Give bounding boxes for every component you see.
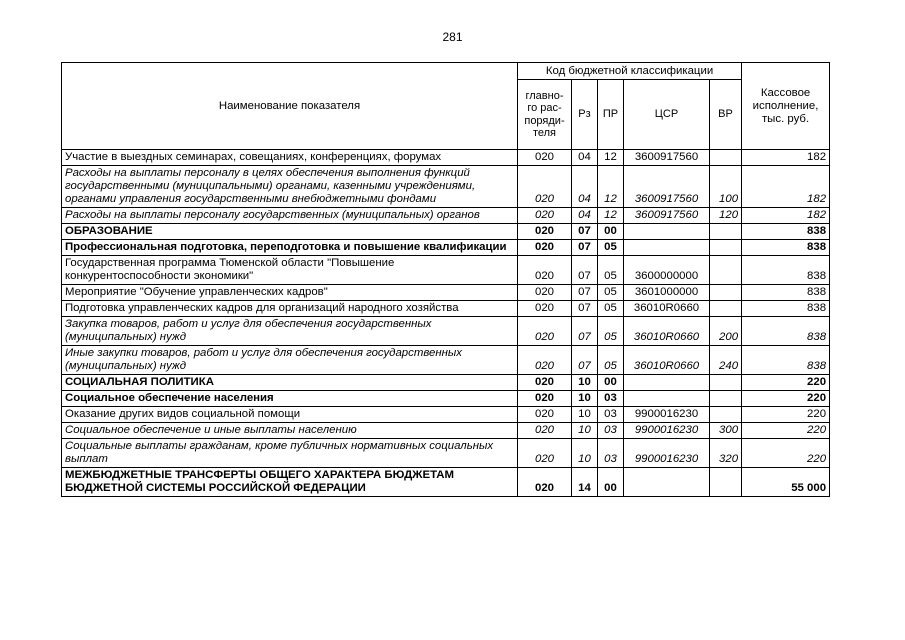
cell-name: Закупка товаров, работ и услуг для обеспечения государственных (муниципальных) нужд [62,317,518,346]
table-row [62,256,830,285]
cell-name: Участие в выездных семинарах, совещаниях, конференциях, форумах [62,150,518,166]
table-row [62,166,830,208]
cell-csr: 3600917560 [624,208,710,224]
header-amount: Кассовое исполнение, тыс. руб. [742,63,830,150]
cell-amount: 220 [742,391,830,407]
cell-amount: 182 [742,166,830,208]
cell-pr: 00 [598,224,624,240]
cell-name: Расходы на выплаты персоналу государственных (муниципальных) органов [62,208,518,224]
cell-csr: 3600917560 [624,150,710,166]
cell-grbs: 020 [518,439,572,468]
header-pr: ПР [598,80,624,150]
cell-grbs: 020 [518,224,572,240]
table-row [62,285,830,301]
cell-csr [624,391,710,407]
cell-name: Расходы на выплаты персоналу в целях обеспечения выполнения функций государственными (муниципальными) органами, казенными учреждениями, органами управления государственными внебюджетными фондами [62,166,518,208]
header-name: Наименование показателя [62,63,518,150]
table-row [62,423,830,439]
cell-pr: 05 [598,346,624,375]
cell-grbs: 020 [518,375,572,391]
cell-pr: 03 [598,423,624,439]
table-row [62,224,830,240]
cell-csr: 36010R0660 [624,317,710,346]
cell-pr: 05 [598,256,624,285]
table-row [62,407,830,423]
cell-grbs: 020 [518,391,572,407]
cell-amount: 838 [742,240,830,256]
cell-rz: 10 [572,407,598,423]
cell-csr: 9900016230 [624,423,710,439]
table-row [62,375,830,391]
cell-rz: 07 [572,317,598,346]
cell-rz: 07 [572,256,598,285]
cell-vr [710,256,742,285]
cell-rz: 04 [572,150,598,166]
cell-amount: 838 [742,346,830,375]
budget-table [61,62,830,497]
cell-pr: 12 [598,208,624,224]
cell-pr: 12 [598,166,624,208]
cell-amount: 55 000 [742,468,830,497]
page-number: 281 [442,30,463,44]
cell-rz: 07 [572,240,598,256]
cell-pr: 00 [598,375,624,391]
header-rz: Рз [572,80,598,150]
cell-vr [710,224,742,240]
cell-grbs: 020 [518,407,572,423]
cell-csr [624,224,710,240]
table-row [62,439,830,468]
cell-pr: 00 [598,468,624,497]
cell-amount: 838 [742,285,830,301]
cell-rz: 07 [572,224,598,240]
cell-name: Социальные выплаты гражданам, кроме публичных нормативных социальных выплат [62,439,518,468]
cell-vr: 320 [710,439,742,468]
cell-vr: 100 [710,166,742,208]
cell-rz: 10 [572,439,598,468]
cell-pr: 05 [598,317,624,346]
cell-vr: 240 [710,346,742,375]
table-row [62,317,830,346]
cell-csr: 9900016230 [624,407,710,423]
cell-grbs: 020 [518,317,572,346]
cell-vr [710,468,742,497]
cell-pr: 03 [598,439,624,468]
table-row [62,240,830,256]
cell-amount: 220 [742,407,830,423]
cell-name: Оказание других видов социальной помощи [62,407,518,423]
table-row [62,301,830,317]
cell-vr: 120 [710,208,742,224]
cell-vr [710,301,742,317]
cell-rz: 07 [572,301,598,317]
cell-vr [710,150,742,166]
cell-grbs: 020 [518,150,572,166]
cell-grbs: 020 [518,346,572,375]
cell-vr [710,375,742,391]
header-csr: ЦСР [624,80,710,150]
cell-grbs: 020 [518,423,572,439]
cell-amount: 220 [742,375,830,391]
cell-amount: 220 [742,423,830,439]
cell-rz: 10 [572,375,598,391]
cell-pr: 05 [598,240,624,256]
table-body [62,150,830,497]
cell-vr: 300 [710,423,742,439]
cell-rz: 10 [572,423,598,439]
cell-grbs: 020 [518,166,572,208]
cell-amount: 838 [742,224,830,240]
cell-pr: 03 [598,391,624,407]
cell-vr [710,407,742,423]
table-row [62,346,830,375]
cell-amount: 220 [742,439,830,468]
cell-pr: 05 [598,285,624,301]
cell-rz: 07 [572,346,598,375]
cell-name: Социальное обеспечение населения [62,391,518,407]
cell-csr: 3600917560 [624,166,710,208]
cell-pr: 05 [598,301,624,317]
cell-grbs: 020 [518,285,572,301]
cell-vr [710,240,742,256]
cell-vr: 200 [710,317,742,346]
cell-vr [710,391,742,407]
cell-amount: 838 [742,317,830,346]
cell-amount: 838 [742,256,830,285]
cell-csr: 3600000000 [624,256,710,285]
cell-pr: 12 [598,150,624,166]
cell-grbs: 020 [518,208,572,224]
cell-csr: 9900016230 [624,439,710,468]
cell-name: Профессиональная подготовка, переподготовка и повышение квалификации [62,240,518,256]
cell-csr [624,240,710,256]
cell-vr [710,285,742,301]
cell-csr: 36010R0660 [624,301,710,317]
table-row [62,208,830,224]
cell-name: МЕЖБЮДЖЕТНЫЕ ТРАНСФЕРТЫ ОБЩЕГО ХАРАКТЕРА БЮДЖЕТАМ БЮДЖЕТНОЙ СИСТЕМЫ РОССИЙСКОЙ ФЕДЕРАЦИИ [62,468,518,497]
cell-name: СОЦИАЛЬНАЯ ПОЛИТИКА [62,375,518,391]
cell-grbs: 020 [518,468,572,497]
header-code-group: Код бюджетной классификации [518,63,742,80]
cell-csr: 36010R0660 [624,346,710,375]
header-grbs: главно-го рас-поряди-теля [518,80,572,150]
cell-rz: 14 [572,468,598,497]
cell-name: Иные закупки товаров, работ и услуг для обеспечения государственных (муниципальных) нужд [62,346,518,375]
cell-csr [624,468,710,497]
cell-rz: 04 [572,208,598,224]
cell-grbs: 020 [518,256,572,285]
header-vr: ВР [710,80,742,150]
cell-pr: 03 [598,407,624,423]
cell-name: Мероприятие "Обучение управленческих кадров" [62,285,518,301]
cell-name: Социальное обеспечение и иные выплаты населению [62,423,518,439]
table-row [62,468,830,497]
cell-grbs: 020 [518,240,572,256]
cell-amount: 182 [742,208,830,224]
cell-amount: 182 [742,150,830,166]
cell-rz: 10 [572,391,598,407]
cell-grbs: 020 [518,301,572,317]
cell-name: Государственная программа Тюменской области "Повышение конкурентоспособности экономики" [62,256,518,285]
table-row [62,150,830,166]
table-row [62,391,830,407]
cell-csr: 3601000000 [624,285,710,301]
cell-amount: 838 [742,301,830,317]
cell-csr [624,375,710,391]
cell-name: ОБРАЗОВАНИЕ [62,224,518,240]
cell-name: Подготовка управленческих кадров для организаций народного хозяйства [62,301,518,317]
cell-rz: 07 [572,285,598,301]
cell-rz: 04 [572,166,598,208]
